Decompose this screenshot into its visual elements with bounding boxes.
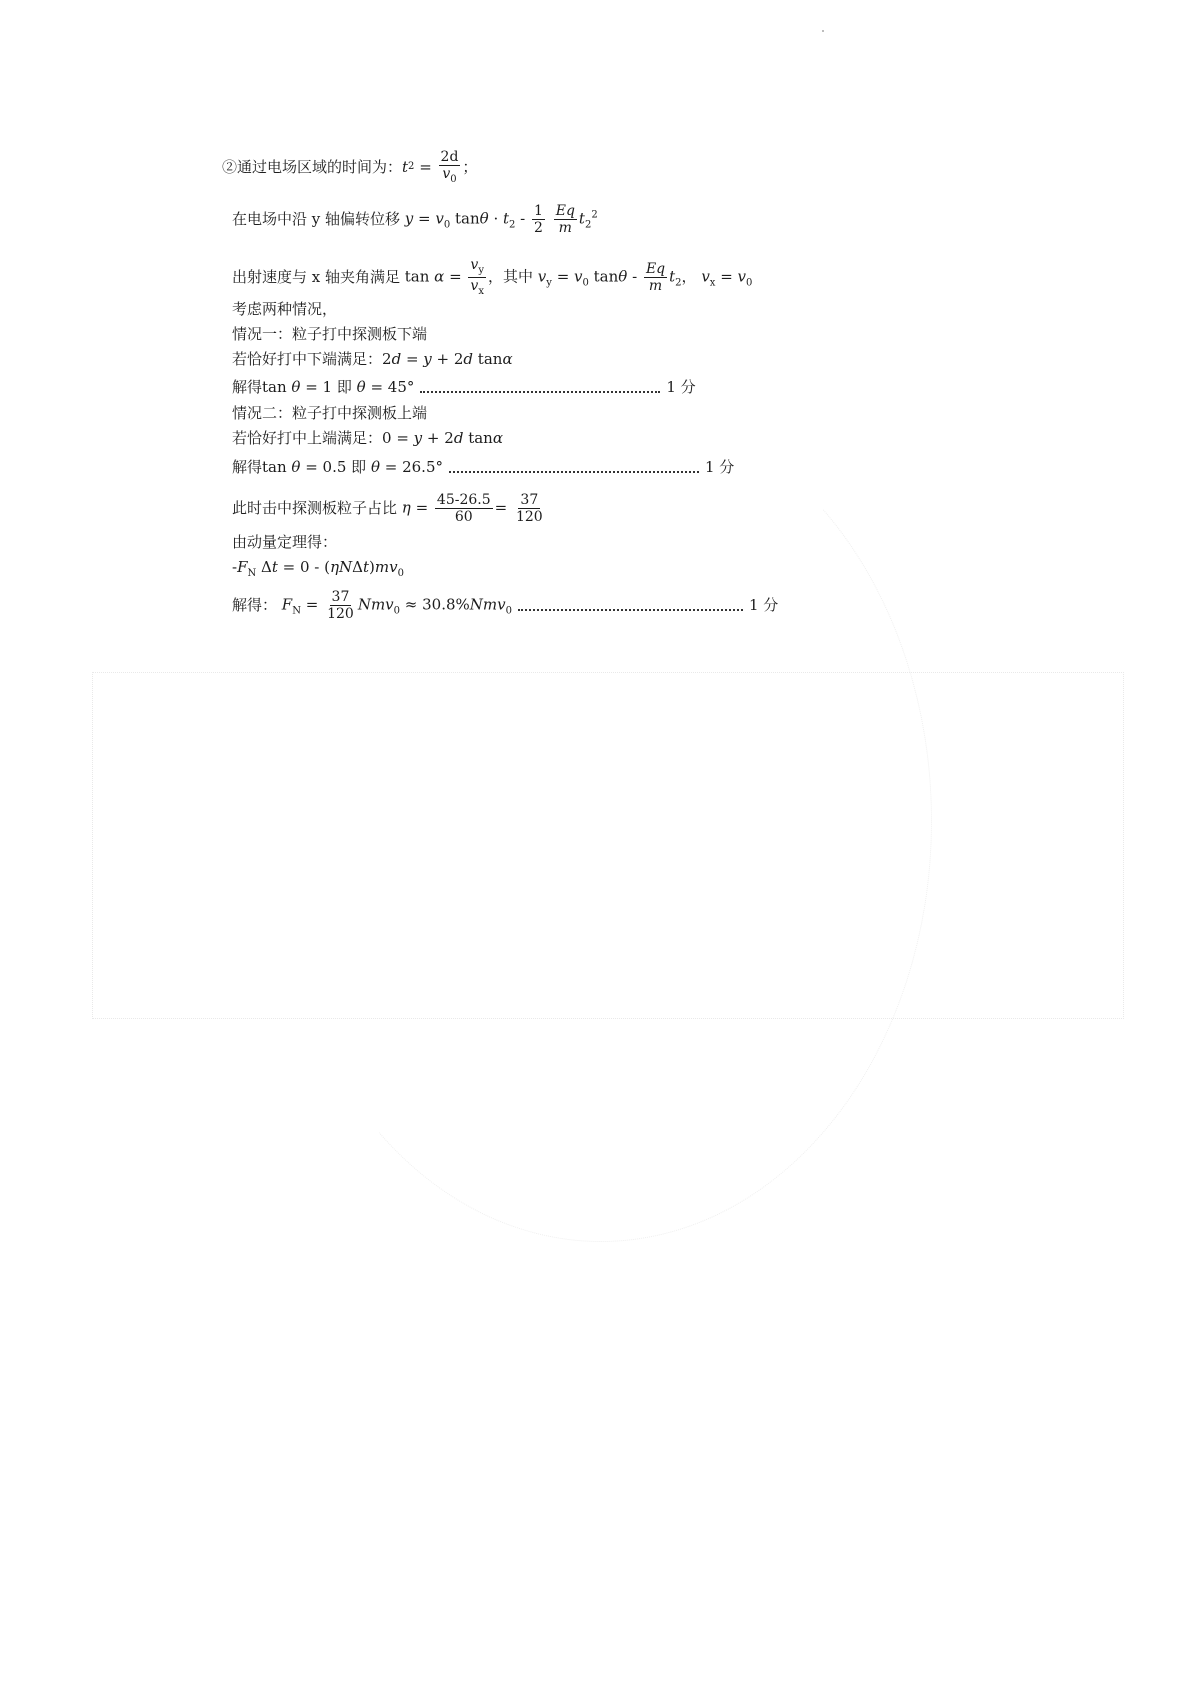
line-text: 由动量定理得： [232, 533, 338, 551]
line-momentum-equation [232, 560, 404, 579]
line-text: 此时击中探测板粒子占比 [232, 499, 398, 517]
line-text: 解得 [232, 458, 263, 476]
line-text: ②通过电场区域的时间为： [222, 157, 403, 176]
line-case-two [232, 406, 427, 421]
line-case-two-condition [232, 431, 503, 446]
line-text: 若恰好打中上端满足： [232, 429, 383, 447]
formula: η = $\frac{45-26.5}{60}$ = $\frac{37}{120}$ [401, 492, 543, 525]
line-exit-angle [232, 258, 752, 297]
formula: 2d = y + 2d tanα [382, 350, 513, 368]
line-text: 情况二：粒子打中探测板上端 [232, 404, 428, 422]
line-text: 考虑两种情况， [232, 300, 338, 318]
line-case-one-condition [232, 352, 513, 367]
line-text: 若恰好打中下端满足： [232, 350, 383, 368]
line-time-in-field: ②通过电场区域的时间为： t 2 = $\frac{2d}{v_0}$ ； [222, 149, 478, 185]
line-suffix: ； [462, 157, 478, 176]
line-case-two-result [232, 460, 734, 475]
line-case-one-result [232, 380, 696, 395]
line-hit-ratio [232, 493, 547, 524]
formula: 0 = y + 2d tanα [382, 429, 503, 447]
fraction-numerator: 2d [440, 149, 459, 165]
line-momentum-theorem [232, 535, 337, 550]
score-label: 1 分 [666, 378, 696, 396]
formula: tan θ = 1 即 θ = 45° [262, 378, 415, 396]
line-text: 在电场中沿 y 轴偏转位移 [232, 210, 401, 228]
line-text: 情况一：粒子打中探测板下端 [232, 325, 428, 343]
line-y-displacement [232, 204, 598, 235]
line-text: 出射速度与 x 轴夹角满足 [232, 267, 400, 286]
dot-leader [518, 600, 743, 611]
dot-leader [420, 382, 660, 393]
formula: tan θ = 0.5 即 θ = 26.5° [262, 458, 443, 476]
formula: $-F_N$ $\Delta t = 0 - (\eta N\Delta t)mv_0$ [232, 558, 404, 579]
watermark-frame [92, 672, 1124, 1019]
formula: $F_N$ = $\frac{37}{120}$ Nmv$_0$ ≈ 30.8%Nmv$_0$ [281, 589, 512, 622]
formula: $y = v_0$ $\tan\theta \cdot t_2$ - $\frac{1}{2}$ $\frac{Eq}{m}$ $t_2^2$ [404, 203, 598, 236]
line-two-cases [232, 302, 337, 317]
fraction-denominator: $v_0$ [442, 166, 457, 185]
line-text: 解得 [232, 378, 263, 396]
score-label: 1 分 [749, 596, 779, 614]
fraction [439, 150, 461, 185]
line-final-result [232, 590, 778, 621]
watermark-arc [270, 400, 932, 1242]
dot-leader [449, 462, 699, 473]
score-label: 1 分 [705, 458, 735, 476]
line-case-one [232, 327, 427, 342]
scan-speck [822, 30, 824, 32]
line-text: 解得： [232, 596, 278, 614]
formula: tan α = $\frac{v_y}{v_x}$ ，其中 $v_y = v_0$ tanθ - $\frac{Eq}{m}$ $t_2$， $v_x = v_0$ [400, 257, 753, 297]
